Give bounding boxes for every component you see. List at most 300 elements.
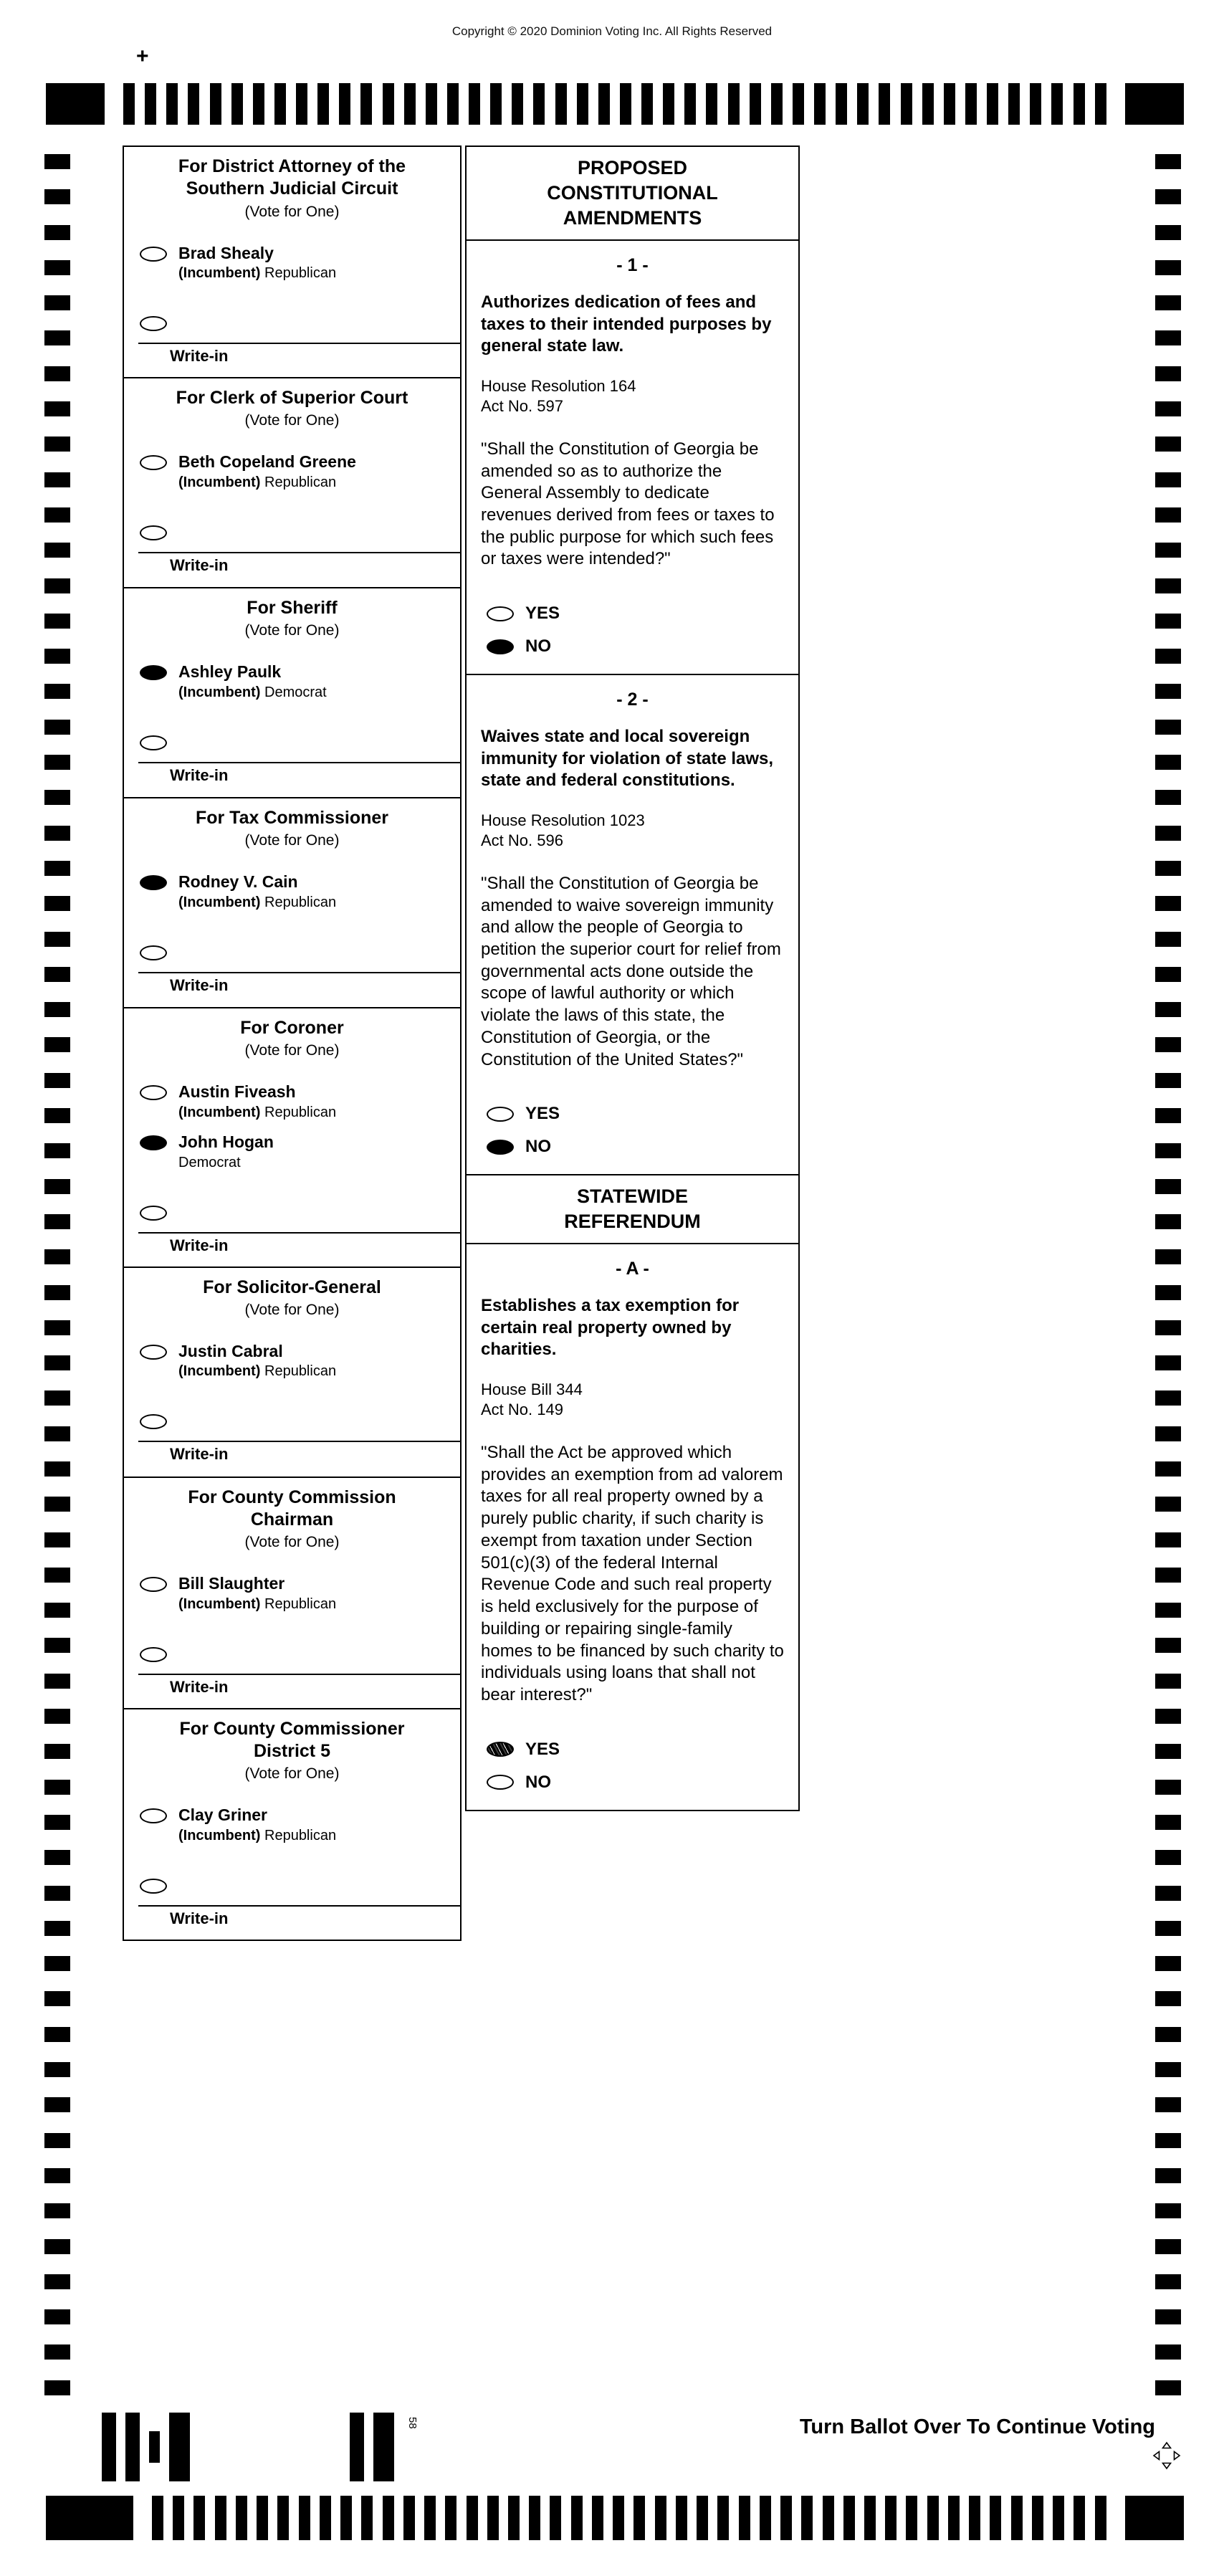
- timing-bar: [927, 2496, 939, 2540]
- timing-mark: [44, 2168, 70, 2183]
- write-in-label: Write-in: [170, 765, 229, 784]
- timing-mark: [1155, 1108, 1181, 1123]
- write-in-line[interactable]: [138, 552, 460, 553]
- timing-mark: [1155, 790, 1181, 805]
- contest-title: [124, 1277, 460, 1299]
- candidate-name: Beth Copeland Greene: [178, 452, 356, 472]
- timing-bar: [965, 83, 977, 125]
- write-in-label: Write-in: [170, 1236, 229, 1254]
- timing-mark: [44, 2309, 70, 2324]
- timing-mark: [44, 1991, 70, 2006]
- timing-bar: [990, 2496, 1001, 2540]
- write-in-oval-row: [124, 1636, 460, 1662]
- measure-section-header: [465, 146, 800, 241]
- timing-mark: [44, 790, 70, 805]
- timing-mark: [44, 1002, 70, 1017]
- timing-bar: [922, 83, 934, 125]
- timing-mark: [44, 437, 70, 452]
- timing-bar: [655, 2496, 666, 2540]
- contest-title: [124, 597, 460, 619]
- crosshair-alignment-icon: [1151, 2440, 1182, 2471]
- write-in-line[interactable]: [138, 972, 460, 973]
- timing-mark: [1155, 295, 1181, 310]
- timing-mark: [44, 1461, 70, 1477]
- timing-bar: [684, 83, 696, 125]
- timing-bar: [445, 2496, 456, 2540]
- timing-bar: [490, 83, 502, 125]
- write-in-label: Write-in: [170, 975, 229, 994]
- timing-mark: [1155, 225, 1181, 240]
- timing-mark: [1155, 2309, 1181, 2324]
- timing-mark: [44, 295, 70, 310]
- timing-mark: [1155, 1532, 1181, 1547]
- timing-mark: [1155, 1497, 1181, 1512]
- timing-mark: [1155, 1815, 1181, 1830]
- write-in-line[interactable]: [138, 343, 460, 344]
- timing-bar: [750, 83, 761, 125]
- measure-reference-line: House Bill 344: [481, 1380, 583, 1398]
- timing-mark: [1155, 437, 1181, 452]
- timing-mark: [44, 967, 70, 982]
- timing-bar: [1051, 83, 1063, 125]
- timing-bar: [253, 83, 264, 125]
- timing-mark: [44, 1073, 70, 1088]
- measure-reference: [481, 811, 784, 851]
- timing-bar: [1032, 2496, 1043, 2540]
- timing-mark: [44, 649, 70, 664]
- timing-mark: [1155, 1674, 1181, 1689]
- write-in-label: Write-in: [170, 555, 229, 574]
- timing-bar: [550, 2496, 561, 2540]
- timing-mark: [1155, 330, 1181, 345]
- timing-bar: [1074, 83, 1085, 125]
- ballot-oval[interactable]: [487, 1775, 514, 1790]
- timing-mark: [1155, 826, 1181, 841]
- measure-number: - A -: [616, 1259, 649, 1279]
- timing-bar: [948, 2496, 960, 2540]
- measure-reference-line: House Resolution 164: [481, 376, 636, 395]
- contest-title: [124, 1487, 460, 1532]
- timing-bar: [193, 2496, 205, 2540]
- measure-reference-line: Act No. 596: [481, 831, 563, 850]
- contest-title-line: Southern Judicial Circuit: [186, 178, 398, 199]
- timing-bar: [620, 83, 631, 125]
- contest-subtitle: (Vote for One): [244, 1765, 340, 1783]
- timing-bar: [823, 2496, 834, 2540]
- timing-mark: [44, 1179, 70, 1194]
- timing-bar: [403, 2496, 415, 2540]
- timing-bar: [555, 83, 567, 125]
- timing-mark: [44, 1850, 70, 1865]
- measure-box: [465, 674, 800, 1175]
- ballot-oval[interactable]: [140, 316, 167, 331]
- measure-option-row: [481, 1773, 784, 1793]
- timing-mark: [1155, 1355, 1181, 1370]
- measure-header-line: AMENDMENTS: [563, 207, 702, 229]
- ballot-oval[interactable]: [140, 1647, 167, 1662]
- timing-mark: [44, 1497, 70, 1512]
- timing-mark: [44, 1815, 70, 1830]
- ballot-oval[interactable]: [140, 1085, 167, 1100]
- contest-box: [123, 1477, 462, 1709]
- timing-bar: [571, 2496, 583, 2540]
- write-in-oval-row: [124, 1403, 460, 1429]
- ballot-oval[interactable]: [140, 1577, 167, 1592]
- barcode-bar: [125, 2413, 140, 2481]
- timing-bar: [843, 2496, 855, 2540]
- timing-bar: [360, 83, 372, 125]
- candidate-name: Bill Slaughter: [178, 1574, 285, 1593]
- ballot-oval[interactable]: [140, 455, 167, 470]
- timing-bar: [383, 83, 394, 125]
- barcode-bar: [102, 2413, 116, 2481]
- candidate-row: [124, 1124, 460, 1174]
- ballot-oval[interactable]: [487, 1140, 514, 1155]
- timing-bar: [508, 2496, 520, 2540]
- timing-bar: [339, 83, 350, 125]
- measure-summary: Waives state and local sovereign immunity for violation of state laws, state and federal constitutions.: [481, 727, 774, 791]
- timing-bar: [987, 83, 998, 125]
- timing-mark: [44, 932, 70, 947]
- timing-mark: [44, 225, 70, 240]
- ballot-oval[interactable]: [140, 525, 167, 540]
- incumbent-label: (Incumbent): [178, 474, 261, 490]
- timing-mark: [1155, 1850, 1181, 1865]
- measure-options: [481, 604, 784, 657]
- timing-mark: [1155, 1249, 1181, 1264]
- timing-corner-block: [1125, 2496, 1184, 2540]
- timing-bar: [447, 83, 459, 125]
- timing-mark: [44, 614, 70, 629]
- write-in-line[interactable]: [138, 1232, 460, 1234]
- timing-bar: [1011, 2496, 1023, 2540]
- ballot-oval[interactable]: [140, 665, 167, 680]
- contest-subtitle: (Vote for One): [244, 622, 340, 639]
- timing-mark: [44, 2274, 70, 2289]
- ballot-oval[interactable]: [140, 1414, 167, 1429]
- contest-title-line: For Sheriff: [247, 598, 338, 619]
- timing-bar: [697, 2496, 708, 2540]
- timing-bar-strip: [152, 2496, 1106, 2540]
- ballot-oval[interactable]: [487, 1107, 514, 1122]
- timing-bar: [340, 2496, 352, 2540]
- timing-marks-top: [46, 83, 1184, 125]
- timing-mark: [1155, 1568, 1181, 1583]
- write-in-label: Write-in: [170, 1677, 229, 1696]
- contest-title-line: For Clerk of Superior Court: [176, 388, 408, 409]
- measure-question: "Shall the Constitution of Georgia be amended so as to authorize the General Assembly to dedicate revenues derived from fees or taxes to the public purpose for which such fees or taxes were intended?": [481, 439, 775, 569]
- candidate-info: [178, 1082, 336, 1121]
- timing-mark: [1155, 1214, 1181, 1229]
- candidate-info: [178, 244, 336, 282]
- timing-mark: [1155, 1956, 1181, 1971]
- candidate-detail: Democrat: [178, 1154, 241, 1170]
- ballot-oval[interactable]: [487, 639, 514, 654]
- measure-header-line: CONSTITUTIONAL: [547, 182, 718, 204]
- timing-bar: [906, 2496, 917, 2540]
- candidate-name: Rodney V. Cain: [178, 872, 298, 892]
- contest-subtitle: (Vote for One): [244, 203, 340, 220]
- contest-box: [123, 1708, 462, 1941]
- contest-subtitle: (Vote for One): [244, 1534, 340, 1551]
- timing-mark: [1155, 1073, 1181, 1088]
- measure-header-line: STATEWIDE: [577, 1186, 688, 1208]
- candidate-info: [178, 1132, 274, 1171]
- timing-mark: [1155, 154, 1181, 169]
- barcode-bar: [373, 2413, 394, 2481]
- write-in-oval-row: [124, 1194, 460, 1221]
- candidate-info: [178, 662, 327, 701]
- timing-bar-strip: [123, 83, 1106, 125]
- option-label: NO: [525, 636, 551, 657]
- timing-bar: [361, 2496, 373, 2540]
- measure-box: [465, 239, 800, 675]
- timing-mark: [44, 366, 70, 381]
- measure-section-header: [465, 1174, 800, 1244]
- contest-title-line: For Solicitor-General: [203, 1277, 381, 1297]
- ballot-oval[interactable]: [140, 1808, 167, 1823]
- timing-mark: [44, 1355, 70, 1370]
- ballot-oval[interactable]: [140, 875, 167, 890]
- measure-option-row: [481, 1104, 784, 1124]
- timing-bar: [793, 83, 804, 125]
- candidate-row: [124, 864, 460, 914]
- timing-bar: [613, 2496, 624, 2540]
- candidate-detail: (Incumbent) Democrat: [178, 684, 327, 700]
- timing-mark: [44, 1285, 70, 1300]
- timing-bar: [1053, 2496, 1064, 2540]
- incumbent-label: (Incumbent): [178, 1363, 261, 1380]
- timing-bar: [944, 83, 955, 125]
- measure-option-row: [481, 604, 784, 624]
- timing-mark: [1155, 614, 1181, 629]
- timing-mark: [1155, 1921, 1181, 1936]
- measure-box: [465, 1243, 800, 1811]
- contest-column: [123, 147, 462, 1941]
- candidate-row: [124, 654, 460, 704]
- ballot-oval[interactable]: [140, 1345, 167, 1360]
- timing-mark: [1155, 1709, 1181, 1724]
- timing-mark: [1155, 1143, 1181, 1158]
- contest-title-line: For County Commission: [188, 1487, 396, 1507]
- write-in-line[interactable]: [138, 1441, 460, 1442]
- timing-bar: [577, 83, 588, 125]
- ballot-oval[interactable]: [487, 1742, 514, 1757]
- measure-summary: Authorizes dedication of fees and taxes to their intended purposes by general state law.: [481, 292, 772, 356]
- timing-mark: [1155, 1285, 1181, 1300]
- timing-mark: [44, 1214, 70, 1229]
- timing-mark: [1155, 1390, 1181, 1406]
- timing-bar: [467, 2496, 478, 2540]
- timing-bar: [215, 2496, 226, 2540]
- timing-marks-right: [1155, 154, 1181, 2395]
- incumbent-label: (Incumbent): [178, 265, 261, 282]
- measure-question: "Shall the Constitution of Georgia be amended to waive sovereign immunity and allow the people of Georgia to petition the superior court for relief from governmental acts done outside the scope of lawful authority or which violate the laws of this state, the Constitution of Georgia, or the Constitution of the United States?": [481, 873, 781, 1069]
- timing-bar: [836, 83, 847, 125]
- timing-mark: [1155, 861, 1181, 876]
- incumbent-label: (Incumbent): [178, 684, 261, 700]
- candidate-detail: (Incumbent) Republican: [178, 265, 337, 282]
- timing-bar: [529, 2496, 540, 2540]
- option-label: YES: [525, 1104, 560, 1124]
- ballot-oval[interactable]: [140, 945, 167, 960]
- candidate-name: John Hogan: [178, 1132, 274, 1151]
- ballot-oval[interactable]: [487, 606, 514, 621]
- contest-box: [123, 587, 462, 798]
- timing-mark: [44, 507, 70, 523]
- timing-mark: [1155, 1037, 1181, 1052]
- ballot-oval[interactable]: [140, 247, 167, 262]
- timing-bar: [1008, 83, 1020, 125]
- ballot-oval[interactable]: [140, 1879, 167, 1894]
- contest-title-line: For District Attorney of the: [178, 156, 406, 176]
- write-in-line[interactable]: [138, 762, 460, 763]
- timing-bar: [676, 2496, 687, 2540]
- timing-mark: [1155, 2097, 1181, 2112]
- timing-mark: [44, 720, 70, 735]
- timing-bar: [257, 2496, 268, 2540]
- measure-options: [481, 1104, 784, 1157]
- timing-bar: [641, 83, 653, 125]
- timing-mark: [44, 1532, 70, 1547]
- timing-mark: [44, 755, 70, 770]
- timing-mark: [44, 1568, 70, 1583]
- timing-bar: [383, 2496, 394, 2540]
- timing-mark: [44, 578, 70, 593]
- timing-bar: [299, 2496, 310, 2540]
- timing-bar: [780, 2496, 792, 2540]
- contest-box: [123, 377, 462, 588]
- timing-mark: [1155, 507, 1181, 523]
- contest-title-line: For Tax Commissioner: [195, 808, 389, 829]
- candidate-info: [178, 1342, 336, 1380]
- incumbent-label: (Incumbent): [178, 1595, 261, 1612]
- measure-options: [481, 1740, 784, 1793]
- write-in-oval-row: [124, 514, 460, 540]
- incumbent-label: (Incumbent): [178, 894, 261, 910]
- write-in-label: Write-in: [170, 1909, 229, 1927]
- candidate-name: Ashley Paulk: [178, 662, 282, 682]
- timing-bar: [236, 2496, 247, 2540]
- timing-bar: [317, 83, 329, 125]
- timing-mark: [44, 1603, 70, 1618]
- timing-mark: [1155, 1461, 1181, 1477]
- measure-summary: Establishes a tax exemption for certain real property owned by charities.: [481, 1296, 740, 1360]
- candidate-name: Brad Shealy: [178, 243, 274, 262]
- timing-mark: [44, 543, 70, 558]
- contest-title: [124, 1718, 460, 1763]
- timing-bar: [864, 2496, 876, 2540]
- timing-mark: [1155, 720, 1181, 735]
- timing-bar: [145, 83, 156, 125]
- measure-reference-line: Act No. 597: [481, 397, 563, 416]
- measure-reference-line: Act No. 149: [481, 1401, 563, 1419]
- barcode-bar: [169, 2413, 190, 2481]
- timing-bar: [274, 83, 286, 125]
- timing-mark: [1155, 2344, 1181, 2360]
- timing-mark: [1155, 1426, 1181, 1441]
- write-in-label: Write-in: [170, 347, 229, 366]
- timing-mark: [44, 1921, 70, 1936]
- measure-reference: [481, 1380, 784, 1421]
- timing-bar: [320, 2496, 331, 2540]
- option-label: YES: [525, 1739, 560, 1759]
- timing-mark: [1155, 1603, 1181, 1618]
- timing-bar: [487, 2496, 499, 2540]
- timing-mark: [1155, 1886, 1181, 1901]
- measures-column: [465, 147, 800, 1811]
- contest-title-line: For County Commissioner: [179, 1718, 405, 1739]
- candidate-info: [178, 1805, 336, 1844]
- measure-option-row: [481, 1137, 784, 1157]
- candidate-row: [124, 1797, 460, 1847]
- timing-mark: [1155, 684, 1181, 699]
- write-in-line[interactable]: [138, 1674, 460, 1675]
- contest-box: [123, 1266, 462, 1478]
- timing-mark: [1155, 543, 1181, 558]
- timing-mark: [1155, 1991, 1181, 2006]
- timing-mark: [44, 1886, 70, 1901]
- timing-mark: [1155, 755, 1181, 770]
- timing-bar: [801, 2496, 813, 2540]
- timing-mark: [1155, 2380, 1181, 2395]
- contest-title-line: For Coroner: [240, 1018, 344, 1039]
- timing-mark: [1155, 896, 1181, 911]
- copyright-text: Copyright © 2020 Dominion Voting Inc. All Rights Reserved: [451, 24, 773, 38]
- timing-mark: [44, 2062, 70, 2077]
- timing-mark: [44, 2027, 70, 2042]
- timing-mark: [1155, 2133, 1181, 2148]
- contest-subtitle: (Vote for One): [244, 412, 340, 429]
- candidate-detail: (Incumbent) Republican: [178, 1104, 337, 1120]
- measure-reference-line: House Resolution 1023: [481, 811, 645, 829]
- timing-mark: [44, 1320, 70, 1335]
- timing-mark: [1155, 2274, 1181, 2289]
- timing-bar: [814, 83, 826, 125]
- timing-bar: [426, 83, 437, 125]
- ballot-oval[interactable]: [140, 1135, 167, 1150]
- timing-bar: [277, 2496, 289, 2540]
- timing-bar: [717, 2496, 729, 2540]
- timing-mark: [44, 896, 70, 911]
- barcode-bar: [350, 2413, 364, 2481]
- write-in-oval-row: [124, 934, 460, 960]
- timing-mark: [44, 1108, 70, 1123]
- contest-title: [124, 387, 460, 409]
- timing-bar: [210, 83, 221, 125]
- timing-mark: [44, 189, 70, 204]
- timing-mark: [44, 1249, 70, 1264]
- timing-mark: [44, 1674, 70, 1689]
- write-in-line[interactable]: [138, 1905, 460, 1907]
- timing-bar: [512, 83, 523, 125]
- timing-bar: [885, 2496, 897, 2540]
- timing-mark: [1155, 472, 1181, 487]
- contest-box: [123, 146, 462, 378]
- timing-mark: [44, 401, 70, 416]
- timing-bar: [1074, 2496, 1085, 2540]
- timing-mark: [44, 2203, 70, 2218]
- timing-bar: [123, 83, 135, 125]
- timing-mark: [1155, 1744, 1181, 1759]
- contest-subtitle: (Vote for One): [244, 832, 340, 849]
- ballot-oval[interactable]: [140, 735, 167, 750]
- timing-mark: [1155, 401, 1181, 416]
- timing-marks-bottom: [46, 2496, 1184, 2540]
- ballot-oval[interactable]: [140, 1206, 167, 1221]
- timing-bar: [173, 2496, 184, 2540]
- contest-title-line: District 5: [254, 1740, 330, 1761]
